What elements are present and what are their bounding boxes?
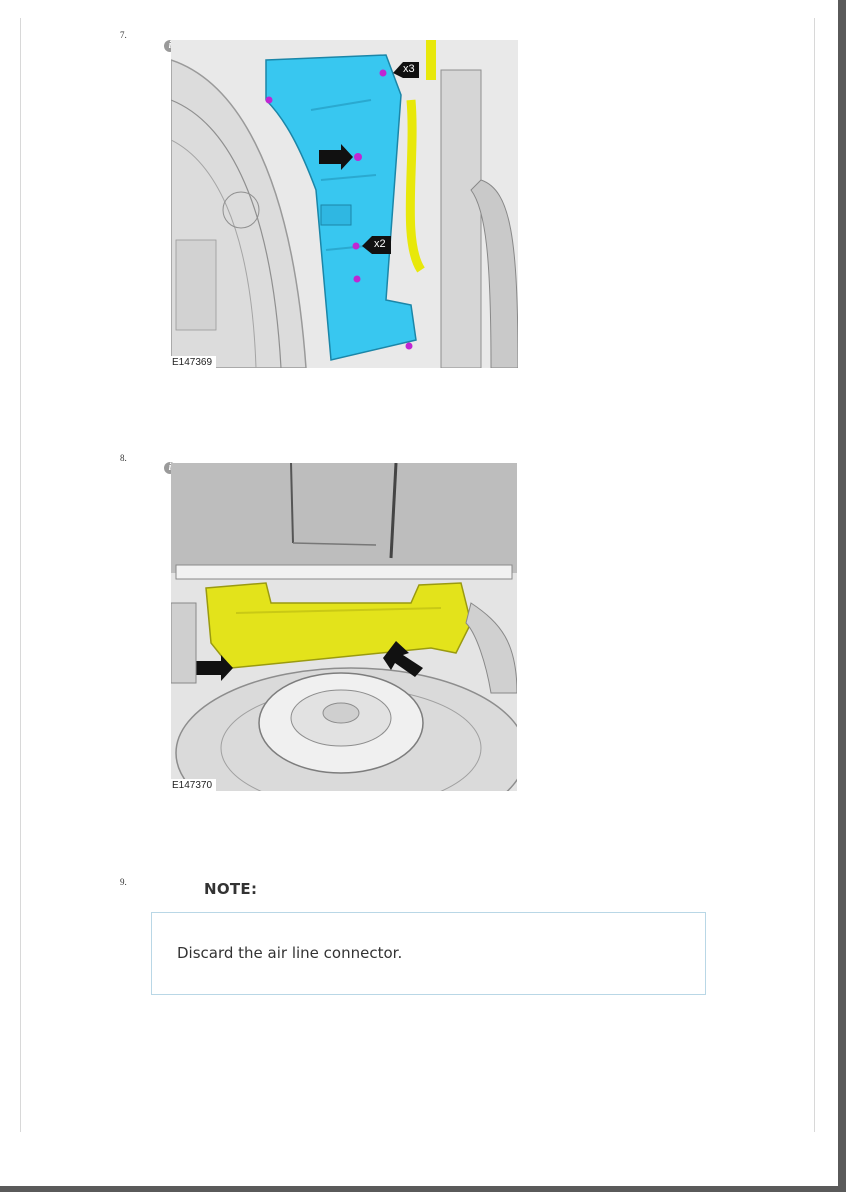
- callout-x3: x3: [403, 63, 415, 75]
- info-icon[interactable]: i: [164, 462, 176, 474]
- step-illustration: [171, 40, 518, 368]
- info-icon[interactable]: i: [164, 40, 176, 52]
- note-title: NOTE:: [204, 880, 258, 898]
- step-number: 9.: [120, 877, 127, 887]
- window-edge-right: [838, 0, 846, 1192]
- figure-id: E147369: [171, 356, 216, 368]
- figure-id: E147370: [171, 779, 216, 791]
- step-number: 8.: [120, 453, 127, 463]
- note-text: Discard the air line connector.: [177, 944, 403, 962]
- note-box: [151, 912, 706, 995]
- step-illustration: [171, 463, 517, 791]
- page-frame-left: [20, 18, 21, 1132]
- page-frame-right: [814, 18, 815, 1132]
- step-number: 7.: [120, 30, 127, 40]
- window-edge-bottom: [0, 1186, 846, 1192]
- callout-x2: x2: [374, 238, 386, 250]
